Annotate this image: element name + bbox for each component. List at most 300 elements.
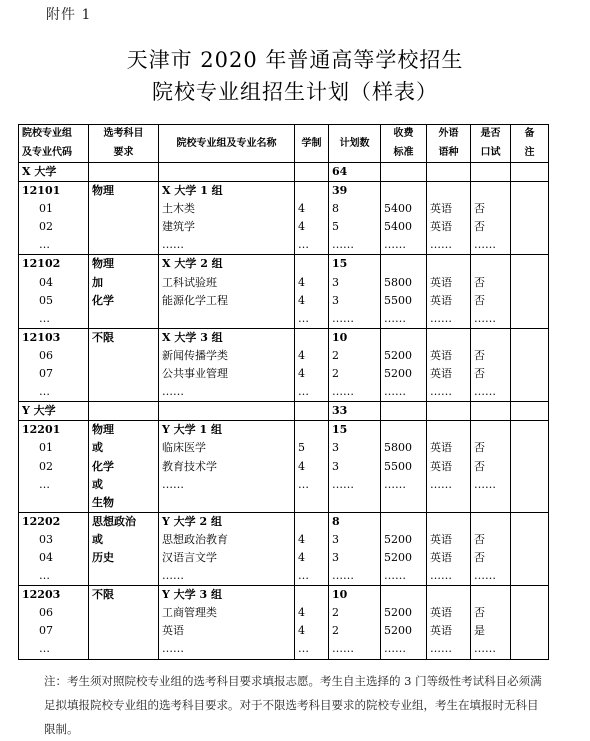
spacer [511, 182, 548, 200]
subject-requirement: 思想政治 [92, 514, 136, 528]
spacer [511, 329, 548, 347]
major-years: 4 [298, 348, 305, 362]
spacer [427, 494, 470, 512]
group-cell [19, 182, 89, 255]
subject-requirement: 化学 [92, 459, 114, 473]
university-name: Y 大学 [19, 402, 89, 421]
group-cell [159, 328, 295, 401]
group-cell [511, 512, 549, 585]
page-subtitle: 院校专业组招生计划（样表） [152, 80, 438, 104]
subject-requirement: 物理 [92, 184, 114, 198]
group-cell [89, 421, 159, 512]
header-code: 院校专业组 及专业代码 [19, 125, 89, 163]
major-oral: …… [474, 238, 496, 252]
group-cell [329, 328, 381, 401]
group-cell [511, 421, 549, 512]
subject-requirement: 生物 [92, 495, 114, 509]
group-cell [89, 512, 159, 585]
group-cell [381, 328, 427, 401]
major-lang: 英语 [430, 550, 452, 564]
major-oral: 否 [474, 550, 485, 564]
spacer [427, 329, 470, 347]
major-oral: 否 [474, 367, 485, 381]
spacer [295, 494, 328, 512]
spacer [511, 604, 548, 622]
major-fee: 5400 [384, 220, 412, 234]
group-cell [381, 586, 427, 659]
subject-requirement: 不限 [92, 588, 114, 602]
group-name: X 大学 2 组 [162, 257, 223, 271]
group-name: Y 大学 1 组 [162, 423, 222, 437]
spacer [471, 182, 510, 200]
major-years: 4 [298, 220, 305, 234]
major-lang: 英语 [430, 459, 452, 473]
group-code: 12101 [22, 184, 61, 198]
major-years: 4 [298, 367, 305, 381]
major-plan: …… [332, 569, 354, 583]
footnote: 注：考生须对照院校专业组的选考科目要求填报志愿。考生自主选择的 3 门等级性考试科目必须满足拟填报院校专业组的选考科目要求。对于不限选考科目要求的院校专业组，考生在填报时无科目限制。 [44, 674, 542, 736]
spacer [89, 604, 158, 622]
major-name: …… [162, 238, 184, 252]
spacer [89, 310, 158, 328]
major-lang: …… [430, 642, 452, 656]
major-oral: …… [474, 311, 496, 325]
spacer [381, 513, 426, 531]
university-cell [295, 402, 329, 421]
major-plan: 3 [332, 550, 339, 564]
university-cell [471, 163, 511, 182]
major-years: 4 [298, 624, 305, 638]
major-fee: …… [384, 477, 406, 491]
group-cell [427, 512, 471, 585]
major-oral: 是 [474, 624, 485, 638]
group-code: 12102 [22, 257, 61, 271]
group-row [19, 182, 549, 255]
spacer [511, 513, 548, 531]
major-code: 02 [39, 220, 53, 234]
major-years: … [298, 642, 309, 656]
major-lang: …… [430, 311, 452, 325]
group-cell [471, 421, 511, 512]
university-cell [295, 163, 329, 182]
major-fee: 5200 [384, 532, 412, 546]
major-name: 英语 [162, 624, 184, 638]
spacer [89, 347, 158, 365]
group-plan: 15 [332, 423, 348, 437]
major-name: 教育技术学 [162, 459, 217, 473]
spacer [381, 586, 426, 604]
attachment-label: 附件 1 [46, 7, 92, 23]
major-lang: 英语 [430, 275, 452, 289]
spacer [19, 494, 88, 512]
spacer [89, 640, 158, 658]
major-years: 4 [298, 275, 305, 289]
group-code: 12201 [22, 423, 61, 437]
spacer [329, 494, 380, 512]
group-plan: 39 [332, 184, 348, 198]
subject-requirement: 物理 [92, 423, 114, 437]
major-plan: 3 [332, 275, 339, 289]
major-name: 建筑学 [162, 220, 195, 234]
major-oral: 否 [474, 606, 485, 620]
major-fee: …… [384, 311, 406, 325]
major-lang: 英语 [430, 293, 452, 307]
spacer [381, 182, 426, 200]
major-name: …… [162, 642, 184, 656]
major-code: 06 [39, 348, 53, 362]
group-cell [427, 328, 471, 401]
group-cell [19, 512, 89, 585]
group-code: 12103 [22, 330, 61, 344]
group-cell [511, 328, 549, 401]
major-code: … [39, 385, 50, 399]
group-plan: 8 [332, 514, 340, 528]
major-plan: 2 [332, 606, 339, 620]
spacer [89, 365, 158, 383]
table-header-row [19, 125, 549, 163]
major-fee: …… [384, 385, 406, 399]
header-subject: 选考科目 要求 [89, 125, 159, 163]
group-cell [89, 586, 159, 659]
group-cell [471, 328, 511, 401]
major-oral: …… [474, 477, 496, 491]
major-name: 工科试验班 [162, 275, 217, 289]
major-lang: 英语 [430, 606, 452, 620]
spacer [427, 513, 470, 531]
major-name: …… [162, 477, 184, 491]
subject-requirement: 或 [92, 477, 103, 491]
major-years: 4 [298, 532, 305, 546]
group-cell [19, 328, 89, 401]
group-plan: 10 [332, 588, 348, 602]
group-cell [511, 255, 549, 328]
major-lang: 英语 [430, 348, 452, 362]
group-cell [329, 182, 381, 255]
major-oral: 否 [474, 202, 485, 216]
university-cell [381, 163, 427, 182]
major-name: 新闻传播学类 [162, 348, 228, 362]
major-lang: …… [430, 238, 452, 252]
spacer [511, 586, 548, 604]
group-cell [329, 421, 381, 512]
major-name: 能源化学工程 [162, 293, 228, 307]
spacer [511, 292, 548, 310]
group-name: Y 大学 2 组 [162, 514, 222, 528]
major-oral: …… [474, 385, 496, 399]
major-name [159, 310, 294, 328]
group-name: Y 大学 3 组 [162, 588, 222, 602]
major-lang: 英语 [430, 220, 452, 234]
university-row [19, 163, 549, 182]
major-plan: 3 [332, 532, 339, 546]
spacer [471, 329, 510, 347]
group-cell [471, 182, 511, 255]
major-oral: 否 [474, 441, 485, 455]
major-lang: 英语 [430, 367, 452, 381]
header-plan: 计划数 [329, 125, 381, 163]
university-cell [159, 163, 295, 182]
group-cell [381, 255, 427, 328]
university-cell [511, 402, 549, 421]
university-cell [159, 402, 295, 421]
major-years: 4 [298, 459, 305, 473]
major-lang: …… [430, 477, 452, 491]
major-name: 临床医学 [162, 441, 206, 455]
spacer [511, 494, 548, 512]
spacer [89, 622, 158, 640]
major-code: … [39, 642, 50, 656]
major-name: …… [162, 385, 184, 399]
major-plan: …… [332, 477, 354, 491]
spacer [89, 236, 158, 254]
subject-requirement: 历史 [92, 550, 114, 564]
major-oral: 否 [474, 348, 485, 362]
major-oral: 否 [474, 293, 485, 307]
major-plan: 5 [332, 220, 339, 234]
university-cell [427, 163, 471, 182]
spacer [511, 365, 548, 383]
spacer [471, 513, 510, 531]
spacer [511, 439, 548, 457]
major-code: 06 [39, 606, 53, 620]
university-cell [89, 163, 159, 182]
spacer [89, 218, 158, 236]
group-cell [511, 182, 549, 255]
group-cell [159, 586, 295, 659]
group-cell [511, 586, 549, 659]
major-years: 4 [298, 293, 305, 307]
subject-requirement: 或 [92, 441, 103, 455]
major-fee: 5200 [384, 624, 412, 638]
spacer [511, 255, 548, 273]
major-years: 4 [298, 202, 305, 216]
major-years: … [298, 311, 309, 325]
spacer [511, 310, 548, 328]
spacer [295, 586, 328, 604]
major-code: 02 [39, 459, 53, 473]
major-lang: 英语 [430, 624, 452, 638]
university-cell [381, 402, 427, 421]
spacer [89, 200, 158, 218]
group-name: X 大学 1 组 [162, 184, 223, 198]
spacer [511, 640, 548, 658]
major-plan: 3 [332, 441, 339, 455]
page-title: 天津市 2020 年普通高等学校招生 [126, 48, 464, 72]
group-cell [381, 421, 427, 512]
major-plan: 2 [332, 367, 339, 381]
university-plan: 64 [329, 163, 381, 182]
spacer [471, 586, 510, 604]
spacer [511, 476, 548, 494]
group-row [19, 255, 549, 328]
group-cell [159, 182, 295, 255]
major-code: … [39, 311, 50, 325]
spacer [427, 255, 470, 273]
major-plan: …… [332, 385, 354, 399]
major-code: 01 [39, 202, 53, 216]
major-plan: 2 [332, 624, 339, 638]
group-cell [295, 512, 329, 585]
group-cell [329, 512, 381, 585]
major-name: 思想政治教育 [162, 532, 228, 546]
spacer [295, 329, 328, 347]
major-lang: 英语 [430, 202, 452, 216]
header-oral: 是否 口试 [471, 125, 511, 163]
enrollment-plan-table [18, 124, 549, 660]
group-plan: 15 [332, 257, 348, 271]
group-cell [329, 586, 381, 659]
spacer [381, 255, 426, 273]
major-fee: 5800 [384, 441, 412, 455]
group-cell [295, 328, 329, 401]
university-name: X 大学 [19, 163, 89, 182]
major-years: … [298, 238, 309, 252]
spacer [511, 218, 548, 236]
spacer [511, 458, 548, 476]
group-cell [471, 512, 511, 585]
major-name: …… [162, 569, 184, 583]
group-cell [295, 421, 329, 512]
major-code: … [39, 477, 50, 491]
group-cell [329, 255, 381, 328]
university-cell [427, 402, 471, 421]
spacer [89, 567, 158, 585]
header-lang: 外语 语种 [427, 125, 471, 163]
subject-requirement: 物理 [92, 257, 114, 271]
major-name: 土木类 [162, 202, 195, 216]
group-row [19, 328, 549, 401]
spacer [471, 494, 510, 512]
spacer [295, 421, 328, 439]
spacer [295, 513, 328, 531]
spacer [511, 200, 548, 218]
spacer [511, 421, 548, 439]
spacer [511, 347, 548, 365]
spacer [159, 494, 294, 512]
header-note: 备 注 [511, 125, 549, 163]
major-name: 工商管理类 [162, 606, 217, 620]
group-cell [427, 586, 471, 659]
spacer [511, 567, 548, 585]
major-code: 07 [39, 624, 53, 638]
major-oral: 否 [474, 532, 485, 546]
major-plan: 3 [332, 293, 339, 307]
spacer [471, 421, 510, 439]
major-years: … [298, 569, 309, 583]
university-cell [89, 402, 159, 421]
group-code: 12202 [22, 514, 61, 528]
spacer [511, 274, 548, 292]
major-years: 5 [298, 441, 305, 455]
major-code: 05 [39, 293, 53, 307]
group-cell [471, 255, 511, 328]
group-cell [89, 328, 159, 401]
major-plan: 8 [332, 202, 339, 216]
header-fee: 收费 标准 [381, 125, 427, 163]
major-oral: 否 [474, 220, 485, 234]
header-years: 学制 [295, 125, 329, 163]
major-fee: 5200 [384, 550, 412, 564]
major-plan: 3 [332, 459, 339, 473]
spacer [295, 182, 328, 200]
group-cell [381, 512, 427, 585]
major-lang: …… [430, 385, 452, 399]
major-fee: 5500 [384, 293, 412, 307]
group-cell [295, 255, 329, 328]
group-cell [427, 255, 471, 328]
subject-requirement: 或 [92, 532, 103, 546]
spacer [89, 383, 158, 401]
group-row [19, 421, 549, 512]
group-cell [89, 182, 159, 255]
group-name: X 大学 3 组 [162, 330, 223, 344]
group-cell [19, 421, 89, 512]
major-code: 01 [39, 441, 53, 455]
group-cell [89, 255, 159, 328]
major-fee: 5200 [384, 606, 412, 620]
university-row [19, 402, 549, 421]
major-code: … [39, 238, 50, 252]
major-code: 04 [39, 550, 53, 564]
group-plan: 10 [332, 330, 348, 344]
group-row [19, 512, 549, 585]
group-code: 12203 [22, 588, 61, 602]
group-cell [295, 586, 329, 659]
major-name: 公共事业管理 [162, 367, 228, 381]
major-fee: 5400 [384, 202, 412, 216]
spacer [381, 494, 426, 512]
group-cell [427, 421, 471, 512]
major-plan: …… [332, 642, 354, 656]
spacer [427, 182, 470, 200]
major-plan: 2 [332, 348, 339, 362]
major-fee: 5200 [384, 348, 412, 362]
major-oral: …… [474, 642, 496, 656]
major-lang: …… [430, 569, 452, 583]
subject-requirement: 不限 [92, 330, 114, 344]
major-fee: …… [384, 569, 406, 583]
group-cell [471, 586, 511, 659]
major-code: 03 [39, 532, 53, 546]
major-code: 07 [39, 367, 53, 381]
major-oral: …… [474, 569, 496, 583]
spacer [381, 421, 426, 439]
group-row [19, 586, 549, 659]
group-cell [19, 255, 89, 328]
group-cell [159, 421, 295, 512]
spacer [511, 549, 548, 567]
major-name: 汉语言文学 [162, 550, 217, 564]
group-cell [19, 586, 89, 659]
major-oral: 否 [474, 275, 485, 289]
subject-requirement: 加 [92, 275, 103, 289]
major-code: 04 [39, 275, 53, 289]
header-name: 院校专业组及专业名称 [159, 125, 295, 163]
spacer [471, 255, 510, 273]
major-years: … [298, 385, 309, 399]
spacer [511, 236, 548, 254]
major-fee: 5200 [384, 367, 412, 381]
major-years: … [298, 477, 309, 491]
group-cell [381, 182, 427, 255]
spacer [511, 531, 548, 549]
group-cell [159, 255, 295, 328]
major-fee: 5800 [384, 275, 412, 289]
group-cell [295, 182, 329, 255]
major-years: 4 [298, 606, 305, 620]
subject-requirement: 化学 [92, 293, 114, 307]
spacer [511, 383, 548, 401]
